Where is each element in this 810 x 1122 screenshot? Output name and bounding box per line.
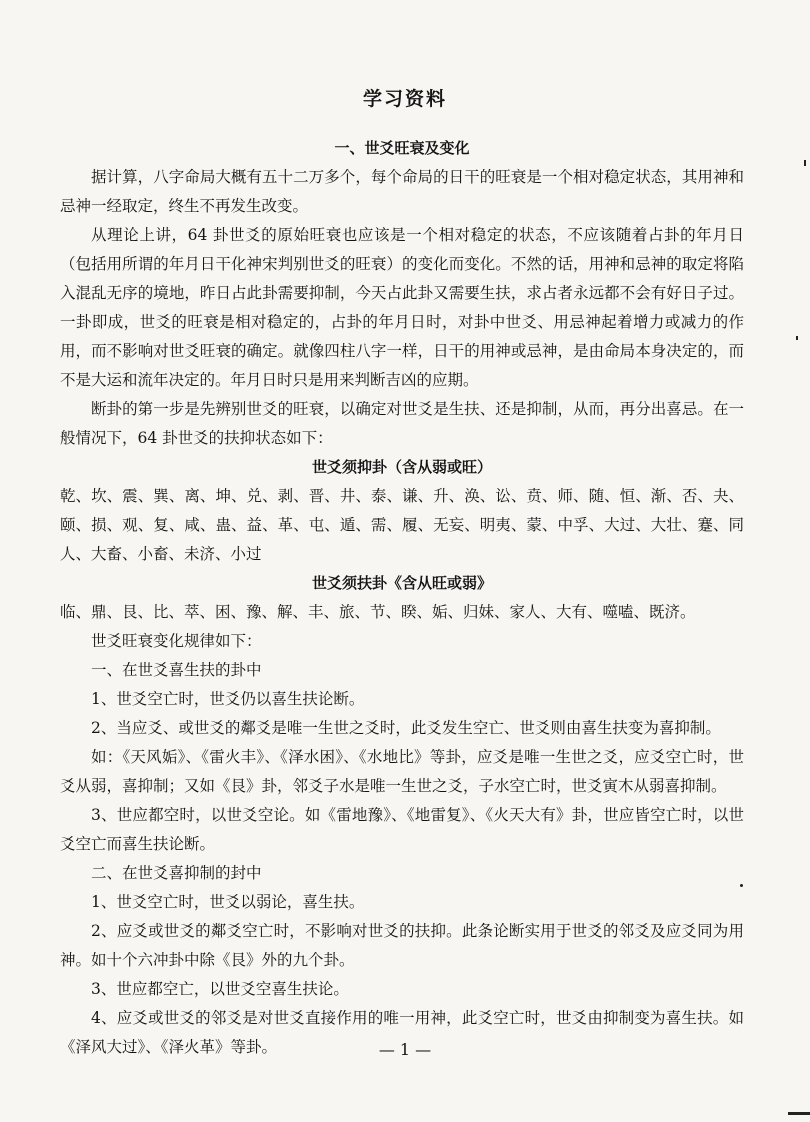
page-number: — 1 — (378, 1040, 432, 1059)
paragraph: 二、在世爻喜抑制的封中 (91, 864, 262, 882)
hexagram-list: 临、鼎、艮、比、萃、困、豫、解、丰、旅、节、睽、姤、归妹、家人、大有、噬嗑、既济。 (60, 603, 696, 621)
paragraph: 据计算，八字命局大概有五十二万多个，每个命局的日干的旺衰是一个相对稳定状态，其用神和忌神一经取定，终生不再发生改变。 (60, 168, 744, 215)
list-item: 1、世爻空亡时，世爻仍以喜生扶论断。 (91, 690, 365, 708)
paragraph: 断卦的第一步是先辨别世爻的旺衰，以确定对世爻是生扶、还是抑制，从而，再分出喜忌。在一般情况下，64 卦世爻的扶抑状态如下： (60, 400, 744, 447)
document-body (60, 134, 744, 1062)
paragraph: 世爻旺衰变化规律如下： (91, 632, 262, 650)
scan-edge-mark (796, 336, 798, 340)
list-item: 4、应爻或世爻的邻爻是对世爻直接作用的唯一用神，此爻空亡时，世爻由抑制变为喜生扶。如《泽风大过》、《泽火革》等卦。 (60, 1009, 744, 1056)
list-item: 2、应爻或世爻的鄰爻空亡时，不影响对世爻的扶抑。此条论断实用于世爻的邻爻及应爻同为用神。如十个六冲卦中除《艮》外的九个卦。 (60, 922, 744, 969)
scan-edge-mark (804, 160, 806, 166)
list-item: 3、世应都空时，以世爻空论。如《雷地豫》、《地雷复》、《火天大有》卦，世应皆空亡时，以世爻空亡而喜生扶论断。 (60, 806, 744, 853)
scan-edge-mark (740, 884, 743, 887)
subsection-heading: 世爻须抑卦（含从弱或旺） (311, 458, 492, 476)
paragraph: 一、在世爻喜生扶的卦中 (91, 661, 262, 679)
paragraph: 如：《天风姤》、《雷火丰》、《泽水困》、《水地比》等卦，应爻是唯一生世之爻，应爻空亡时，世爻从弱，喜抑制；又如《艮》卦，邻爻子水是唯一生世之爻，子水空亡时，世爻寅木从弱喜抑制。 (60, 748, 744, 795)
list-item: 2、当应爻、或世爻的鄰爻是唯一生世之爻时，此爻发生空亡、世爻则由喜生扶变为喜抑制。 (91, 719, 721, 737)
subsection-heading: 世爻须扶卦《含从旺或弱》 (311, 574, 492, 592)
list-item: 3、世应都空亡，以世爻空喜生扶论。 (91, 980, 349, 998)
list-item: 1、世爻空亡时，世爻以弱论，喜生扶。 (91, 893, 365, 911)
page-title: 学习资料 (362, 88, 447, 110)
paragraph: 从理论上讲，64 卦世爻的原始旺衰也应该是一个相对稳定的状态，不应该随着占卦的年月日（包括用所谓的年月日干化神宋判别世爻的旺衰）的变化而变化。不然的话，用神和忌神的取定将陷入混乱无序的境地，昨日占此卦需要抑制，今天占此卦又需要生扶，求占者永远都不会有好日子过。一卦即成，世爻的旺衰是相对稳定的，占卦的年月日时，对卦中世爻、用忌神起着增力或减力的作用，而不影响对世爻旺衰的确定。就像四柱八字一样，日干的用神或忌神，是由命局本身决定的，而不是大运和流年决定的。年月日时只是用来判断吉凶的应期。 (60, 226, 744, 389)
scan-edge-mark (788, 1112, 810, 1115)
hexagram-list: 乾、坎、震、巽、离、坤、兑、剥、晋、井、泰、谦、升、涣、讼、贲、师、随、恒、渐、否、夬、颐、损、观、复、咸、蛊、益、革、屯、遁、需、履、无妄、明夷、蒙、中孚、大过、大壮、蹇、同人、大畜、小畜、未济、小过 (60, 487, 744, 563)
section-heading: 一、世爻旺衰及变化 (334, 139, 470, 157)
